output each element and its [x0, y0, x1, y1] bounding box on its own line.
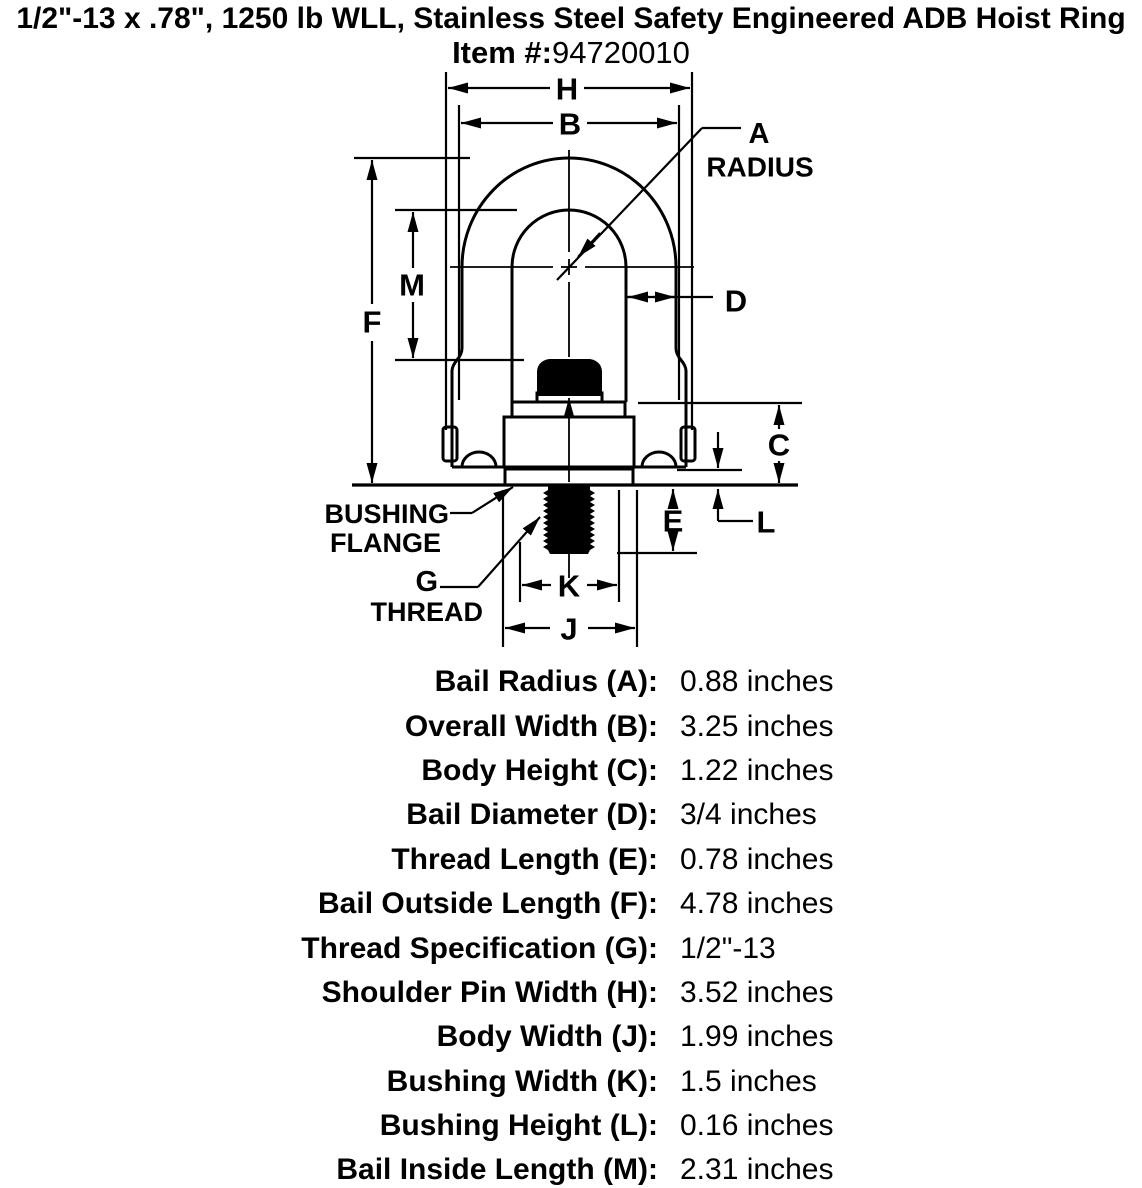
page-title: 1/2"-13 x .78", 1250 lb WLL, Stainless Steel Safety Engineered ADB Hoist Ring — [16, 2, 1126, 35]
spec-label: Bail Inside Length (M): — [336, 1153, 658, 1187]
spec-value: 1.5 inches — [680, 1064, 817, 1098]
spec-value: 3/4 inches — [680, 798, 817, 832]
label-bushing: BUSHING — [324, 499, 449, 529]
spec-label: Bail Diameter (D): — [406, 798, 658, 832]
spec-row-body-height — [0, 749, 1142, 793]
spec-label: Overall Width (B): — [404, 709, 658, 743]
hex-nut — [537, 359, 602, 396]
dim-label-e: E — [662, 503, 684, 539]
dim-label-k: K — [557, 568, 581, 604]
shoulder-pin-left — [443, 427, 457, 461]
body-foot-right — [642, 452, 676, 467]
body-foot-left — [462, 452, 496, 467]
dim-label-h: H — [555, 71, 579, 107]
spec-row-shoulder-pin-width — [0, 971, 1142, 1015]
spec-row-bail-inside-length — [0, 1148, 1142, 1188]
dim-label-j: J — [560, 611, 578, 647]
dim-label-radius: RADIUS — [706, 151, 814, 183]
spec-row-body-width — [0, 1015, 1142, 1059]
dim-label-l: L — [756, 504, 776, 540]
spec-row-thread-specification — [0, 926, 1142, 970]
spec-label: Shoulder Pin Width (H): — [321, 975, 658, 1009]
spec-label: Bushing Height (L): — [379, 1109, 658, 1143]
dim-label-a: A — [748, 118, 770, 150]
spec-label: Body Width (J): — [436, 1020, 658, 1054]
spec-row-thread-length — [0, 838, 1142, 882]
spec-value: 3.25 inches — [680, 709, 834, 743]
label-g: G — [415, 566, 438, 598]
dim-label-c: C — [767, 427, 791, 463]
item-number-label: Item #: — [452, 35, 552, 70]
spec-value: 1/2"-13 — [680, 931, 776, 965]
spec-value: 0.78 inches — [680, 842, 834, 876]
spec-row-bushing-width — [0, 1060, 1142, 1104]
spec-label: Bushing Width (K): — [386, 1064, 658, 1098]
label-thread: THREAD — [370, 597, 483, 627]
dim-label-d: D — [724, 283, 748, 319]
spec-value: 2.31 inches — [680, 1153, 834, 1187]
spec-value: 3.52 inches — [680, 975, 834, 1009]
threaded-stud — [543, 486, 595, 554]
spec-row-overall-width — [0, 704, 1142, 748]
dim-label-b: B — [558, 106, 582, 142]
spec-label: Thread Specification (G): — [301, 931, 658, 965]
dim-label-f: F — [362, 304, 382, 340]
spec-row-bail-diameter — [0, 793, 1142, 837]
spec-value: 1.22 inches — [680, 753, 834, 787]
spec-value: 1.99 inches — [680, 1020, 834, 1054]
spec-label: Bail Radius (A): — [434, 665, 658, 699]
spec-table — [0, 660, 1142, 1188]
spec-value: 0.88 inches — [680, 665, 834, 699]
spec-label: Thread Length (E): — [391, 842, 658, 876]
spec-label: Bail Outside Length (F): — [318, 887, 658, 921]
spec-row-bail-radius — [0, 660, 1142, 704]
dim-label-m: M — [399, 267, 425, 303]
spec-row-bushing-height — [0, 1104, 1142, 1148]
spec-label: Body Height (C): — [421, 753, 658, 787]
shoulder-pin-right — [681, 427, 695, 461]
spec-value: 0.16 inches — [680, 1109, 834, 1143]
spec-value: 4.78 inches — [680, 887, 834, 921]
label-flange: FLANGE — [330, 528, 441, 558]
spec-row-bail-outside-length — [0, 882, 1142, 926]
item-number-value: 94720010 — [551, 35, 690, 70]
